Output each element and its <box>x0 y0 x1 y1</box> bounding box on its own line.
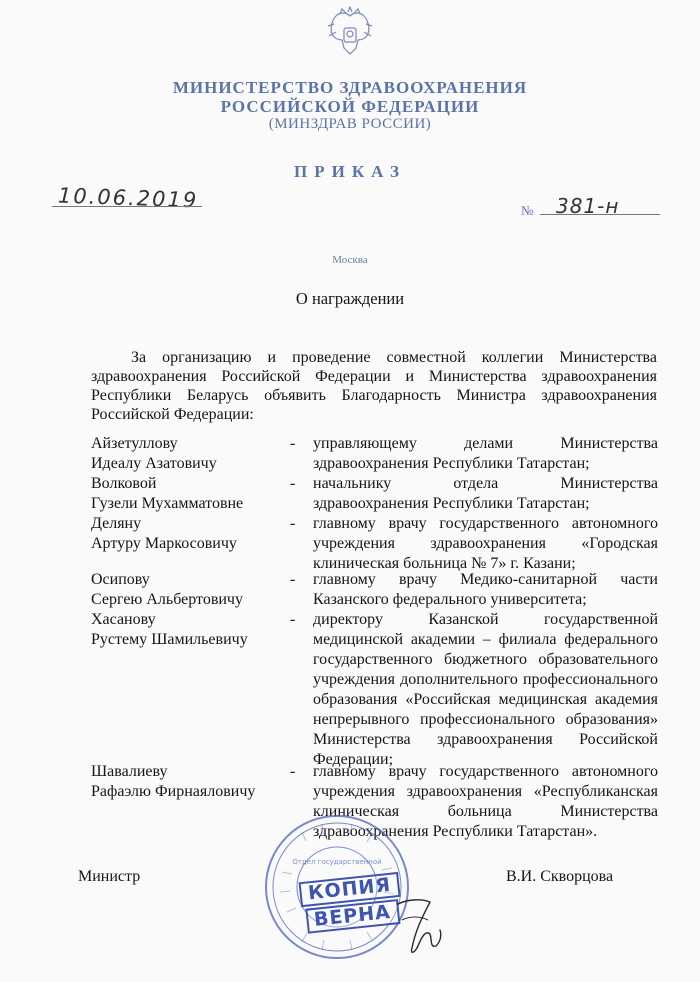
awardee-name <box>91 570 243 610</box>
signatory-name: В.И. Скворцова <box>506 868 614 885</box>
awardee-dash: - <box>290 763 296 780</box>
awardee-position: главному врачу государственного автономного учреждения здравоохранения «Городская клиническая больница № 7» г. Казани; <box>313 515 658 572</box>
awardee-dash: - <box>290 475 296 492</box>
awardee-surname: Деляну <box>91 515 142 532</box>
awardee-position: главному врачу государственного автономного учреждения здравоохранения «Республиканская клиническая больница Министерства здравоохранения Республики Татарстан». <box>313 763 658 840</box>
ministry-name-line2: РОССИЙСКОЙ ФЕДЕРАЦИИ <box>220 97 480 116</box>
stamp-line2: ВЕРНА <box>305 899 400 934</box>
order-number-label: № <box>521 203 534 218</box>
awardee-position: начальнику отдела Министерства здравоохранения Республики Татарстан; <box>313 475 658 512</box>
awardee-name <box>91 610 248 650</box>
awardee-name <box>91 434 217 474</box>
awardee-dash: - <box>290 515 296 532</box>
awardee-dash: - <box>290 571 296 588</box>
intro-text: За организацию и проведение совместной коллегии Министерства здравоохранения Российской Федерации и Министерства здравоохранения Республики Беларусь объявить Благодарность Министра здравоохранения Российской Федерации: <box>91 349 657 423</box>
document-type-title: ПРИКАЗ <box>294 162 406 181</box>
awardee-position: директору Казанской государственной медицинской академии – филиала федерального государственного бюджетного образовательного учреждения дополнительного профессионального образования «Российская медицинская академия непрерывного профессионального образования» Министерства здравоохранения Российской Федерации; <box>313 611 658 768</box>
awardee-position: главному врачу Медико-санитарной части Казанского федерального университета; <box>313 571 658 608</box>
ministry-short-name: (МИНЗДРАВ РОССИИ) <box>268 116 432 132</box>
number-underline <box>540 214 660 215</box>
ministry-name-line1: МИНИСТЕРСТВО ЗДРАВООХРАНЕНИЯ <box>172 78 528 97</box>
awardee-surname: Осипову <box>91 571 150 588</box>
date-underline <box>52 206 202 207</box>
signatory-title: Министр <box>78 868 141 885</box>
awardee-dash: - <box>290 435 296 452</box>
awardee-surname: Волковой <box>91 475 157 492</box>
awardee-position: управляющему делами Министерства здравоохранения Республики Татарстан; <box>313 435 658 472</box>
stamp-line1: КОПИЯ <box>299 872 400 907</box>
awardee-surname: Шавалиеву <box>91 763 168 780</box>
awardee-surname: Хасанову <box>91 611 156 628</box>
awardee-name <box>91 762 255 802</box>
city: Москва <box>332 254 368 266</box>
awardee-name <box>91 514 237 554</box>
stamp-inner-text: Отдел государственной <box>292 858 382 866</box>
double-headed-eagle-icon <box>326 6 374 62</box>
awardee-given-name: Гузели Мухамматовне <box>91 495 244 512</box>
handwritten-signature <box>390 890 450 960</box>
awardee-surname: Айзетуллову <box>91 435 178 452</box>
awardee-given-name: Рафаэлю Фирнаяловичу <box>91 783 256 800</box>
order-date: 10.06.2019 <box>57 183 199 213</box>
awardee-given-name: Артуру Маркосовичу <box>91 535 237 552</box>
awardee-given-name: Сергею Альбертовичу <box>91 591 243 608</box>
intro-paragraph <box>91 348 657 424</box>
awardee-dash: - <box>290 611 296 628</box>
order-subject: О награждении <box>295 289 405 308</box>
order-number: 381-н <box>556 194 620 218</box>
awardee-name <box>91 474 243 514</box>
awardee-given-name: Рустему Шамильевичу <box>91 631 248 648</box>
awardee-given-name: Идеалу Азатовичу <box>91 455 217 472</box>
